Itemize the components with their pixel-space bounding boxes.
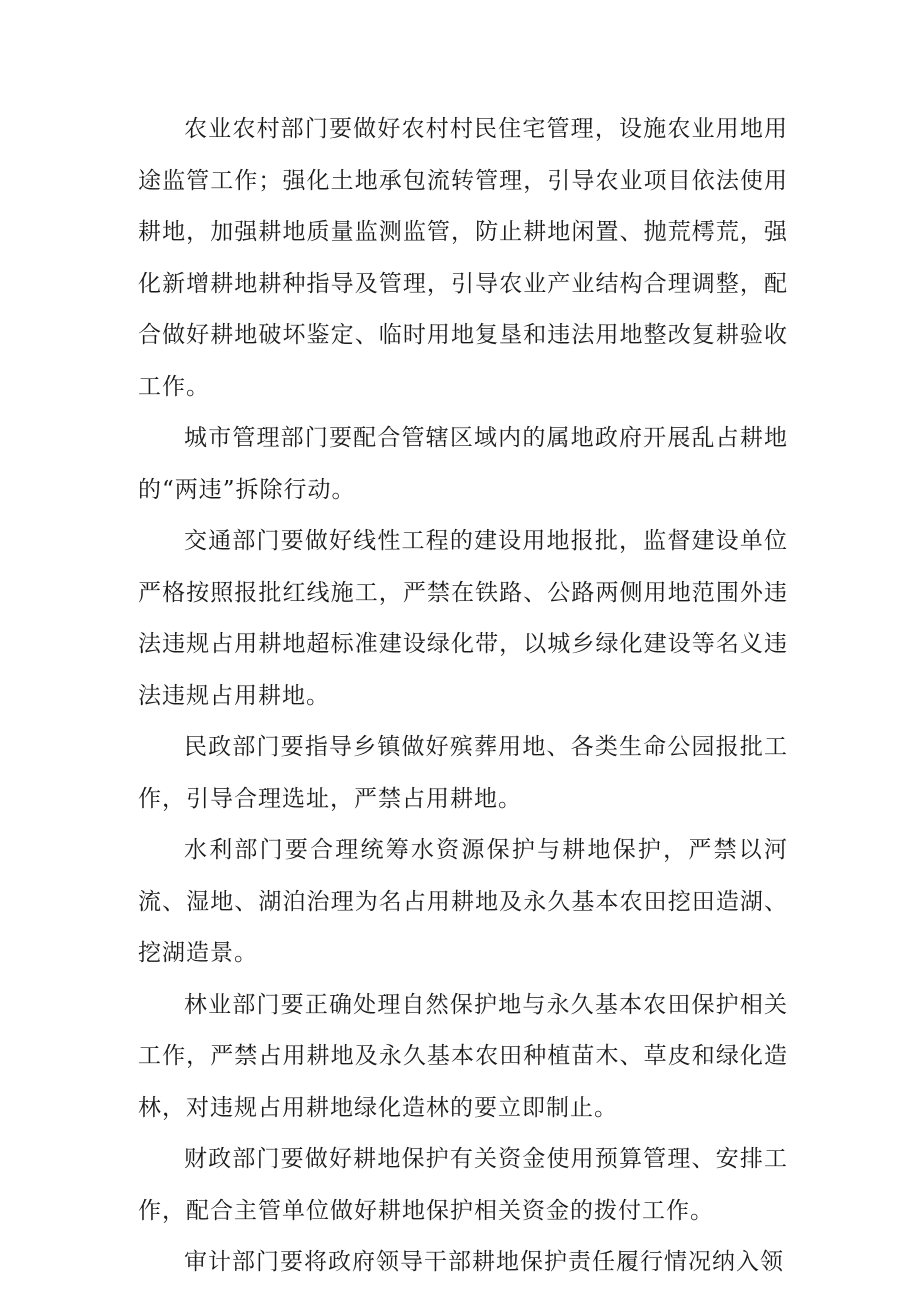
paragraph-finance: 财政部门要做好耕地保护有关资金使用预算管理、安排工作，配合主管单位做好耕地保护相关资金的拨付工作。 [138, 1146, 788, 1224]
paragraph-forestry: 林业部门要正确处理自然保护地与永久基本农田保护相关工作，严禁占用耕地及永久基本农田种植苗木、草皮和绿化造林，对违规占用耕地绿化造林的要立即制止。 [138, 991, 788, 1121]
paragraph-urban-management: 城市管理部门要配合管辖区域内的属地政府开展乱占耕地的“两违”拆除行动。 [138, 425, 788, 503]
paragraph-civil-affairs: 民政部门要指导乡镇做好殡葬用地、各类生命公园报批工作，引导合理选址，严禁占用耕地。 [138, 734, 788, 812]
document-body [138, 104, 788, 1289]
paragraph-transportation: 交通部门要做好线性工程的建设用地报批，监督建设单位严格按照报批红线施工，严禁在铁路、公路两侧用地范围外违法违规占用耕地超标准建设绿化带，以城乡绿化建设等名义违法违规占用耕地。 [138, 528, 788, 709]
paragraph-audit: 审计部门要将政府领导干部耕地保护责任履行情况纳入领 [184, 1249, 784, 1275]
paragraph-agriculture: 农业农村部门要做好农村村民住宅管理，设施农业用地用途监管工作；强化土地承包流转管理，引导农业项目依法使用耕地，加强耕地质量监测监管，防止耕地闲置、抛荒樗荒，强化新增耕地耕种指导及管理，引导农业产业结构合理调整，配合做好耕地破坏鉴定、临时用地复垦和违法用地整改复耕验收工作。 [138, 116, 788, 400]
paragraph-water-resources: 水利部门要合理统筹水资源保护与耕地保护，严禁以河流、湿地、湖泊治理为名占用耕地及永久基本农田挖田造湖、挖湖造景。 [138, 837, 788, 966]
